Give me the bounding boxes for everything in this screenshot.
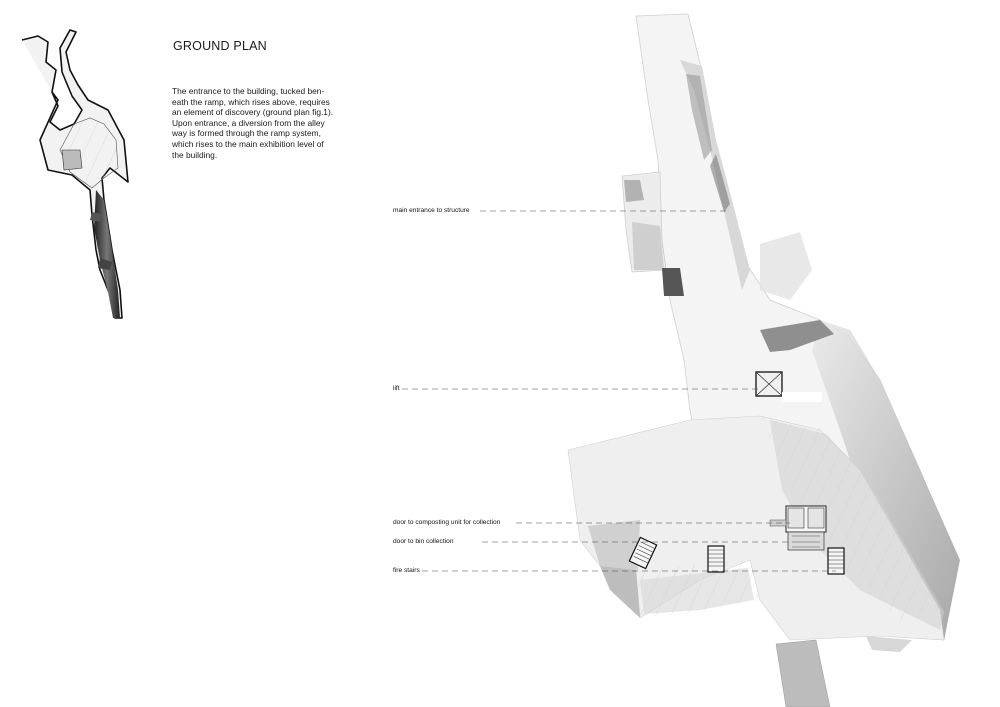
description-line: which rises to the main exhibition level of [172, 138, 324, 149]
label-main-entrance: main entrance to structure [393, 207, 470, 214]
description-text [172, 86, 354, 160]
description-line: the building. [172, 149, 218, 160]
description-line: way is formed through the ramp system, [172, 128, 321, 139]
description-line: The entrance to the building, tucked ben- [172, 86, 325, 96]
page-title: GROUND PLAN [173, 39, 267, 53]
label-door-composting: door to composting unit for collection [393, 519, 501, 526]
label-door-bin: door to bin collection [393, 538, 454, 545]
description-line: an element of discovery (ground plan fig.1). [172, 107, 334, 118]
label-lift: lift [393, 385, 400, 392]
description-line: eath the ramp, which rises above, requires [172, 96, 330, 107]
ground-plan-drawing [568, 14, 960, 707]
key-plan-drawing [22, 30, 128, 318]
description-line: Upon entrance, a diversion from the alley [172, 117, 325, 128]
label-fire-stairs: fire stairs [393, 567, 420, 574]
